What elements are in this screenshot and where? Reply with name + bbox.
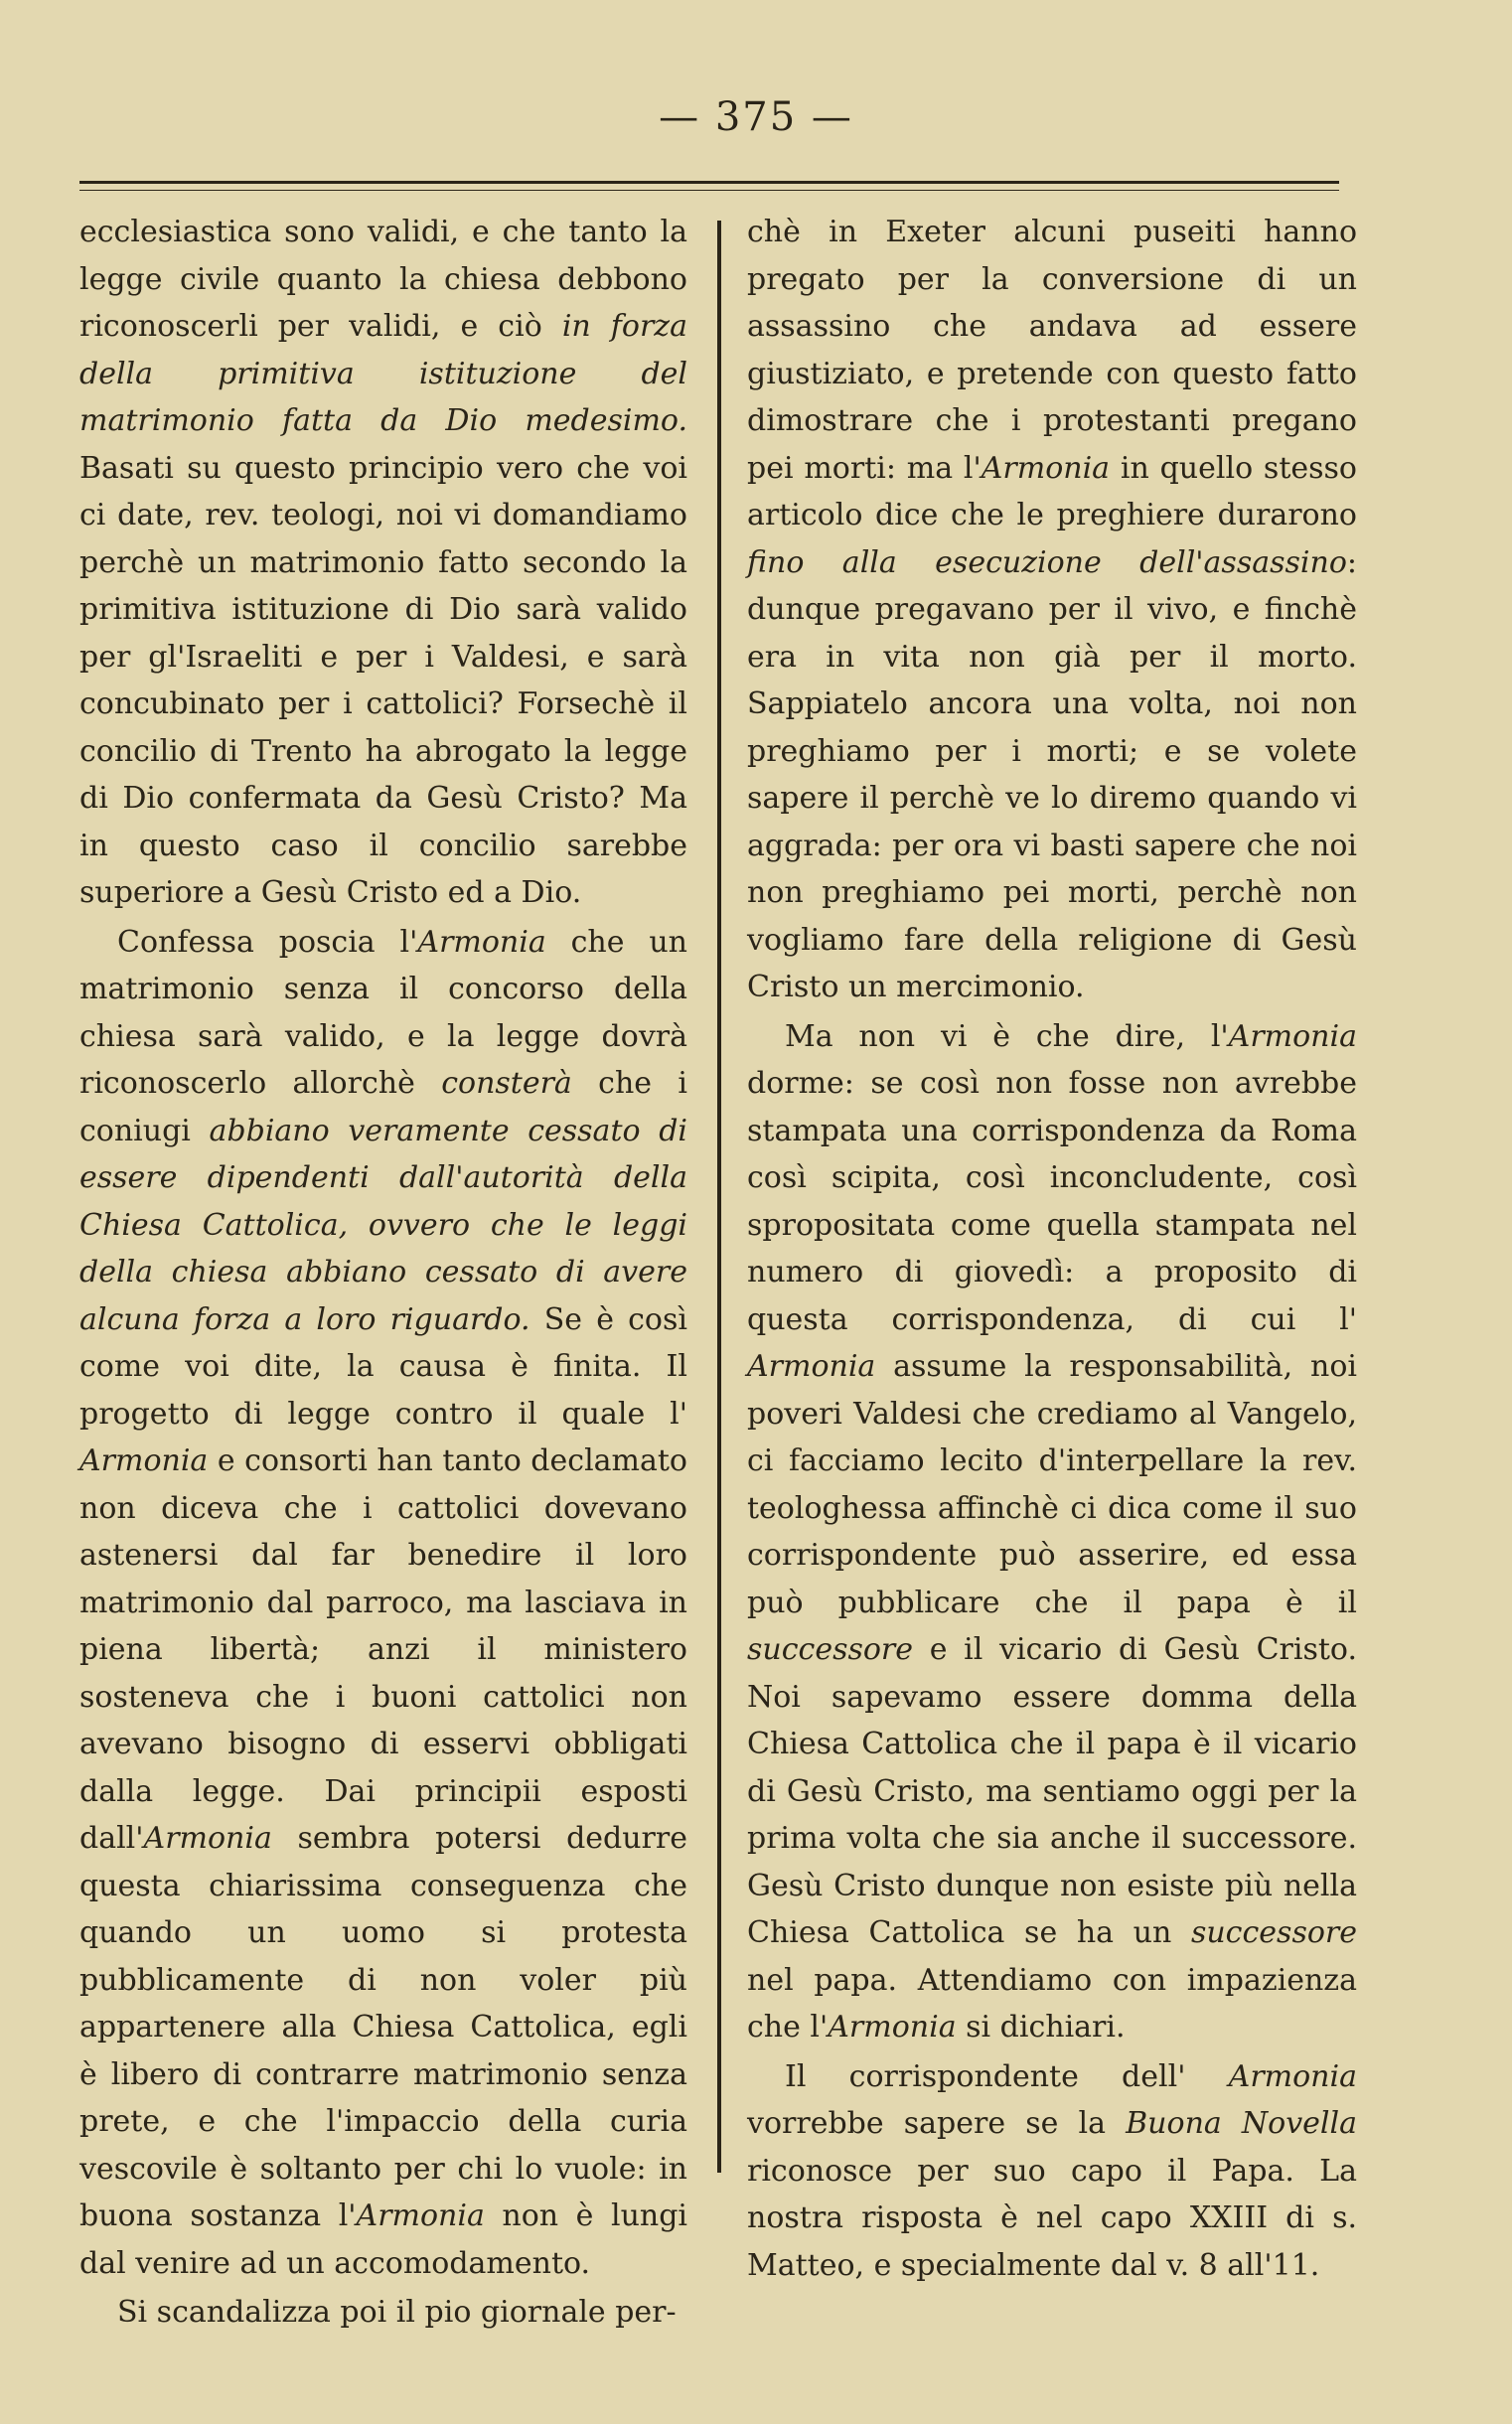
text-run: Se è così come voi dite, la causa è finita. Il progetto di legge contro il quale l' [79,1301,687,1432]
italic-text: Armonia [1228,2058,1357,2094]
text-run: : dunque pregavano per il vivo, e finchè era in vita non già per il morto. Sappiatelo ancora una volta, noi non preghiamo per i morti; e se volete sapere il perchè ve lo diremo quando vi aggrada: per ora vi basti sapere che noi non preghiamo pei morti, perchè non vogliamo fare della religione di Gesù Cristo un mercimonio. [747,544,1357,1004]
italic-text: Armonia [828,2010,957,2045]
italic-text: Buona Novella [1126,2106,1358,2141]
italic-text: Armonia [143,1821,272,1856]
text-run: in quello stesso articolo dice che le preghiere durarono [747,450,1357,532]
text-run: non è lungi dal venire ad un accomodamento. [79,2198,688,2281]
paragraph [79,209,687,917]
left-column [79,209,687,2339]
italic-text: successore [747,1632,914,1667]
paragraph [747,1013,1357,2051]
text-run: Ma non vi è che dire, l' [785,1018,1229,1054]
italic-text: abbiano veramente cessato di essere dipendenti dall'autorità della Chiesa Cattolica, ovvero che le leggi della chiesa abbiano cessato di avere alcuna forza a loro riguardo. [79,1113,687,1337]
right-column [747,209,1357,2291]
text-run: e il vicario di Gesù Cristo. Noi sapevamo essere domma della Chiesa Cattolica che il papa è il vicario di Gesù Cristo, ma sentiamo oggi per la prima volta che sia anche il successore. Gesù Cristo dunque non esiste più nella Chiesa Cattolica se ha un [747,1632,1357,1950]
text-run: Il corrispondente dell' [785,2058,1229,2094]
text-run: e consorti han tanto declamato non diceva che i cattolici dovevano astenersi dal far benedire il loro matrimonio dal parroco, ma lasciava in piena libertà; anzi il ministero sosteneva che i buoni cattolici non avevano bisogno di esservi obbligati dalla legge. Dai principii esposti dall' [79,1443,687,1856]
italic-text: Armonia [1228,1018,1357,1054]
italic-text: in forza della primitiva istituzione del matrimonio fatta da Dio medesimo. [79,309,687,438]
text-run: riconosce per suo capo il Papa. La nostra risposta è nel capo XXIII di s. Matteo, e specialmente dal v. 8 all'11. [747,2153,1357,2283]
paragraph [79,2289,687,2337]
italic-text: Armonia [981,450,1111,486]
text-run: ecclesiastica sono validi, e che tanto la legge civile quanto la chiesa debbono riconoscerli per validi, e ciò [79,215,687,344]
paragraph [79,919,687,2288]
text-run: vorrebbe sapere se la [747,2106,1127,2141]
text-run: Confessa poscia l' [117,924,418,960]
italic-text: fino alla esecuzione dell'assassino [747,544,1347,580]
italic-text: Armonia [79,1443,209,1478]
text-run: nel papa. Attendiamo con impazienza che l' [747,1962,1357,2045]
italic-text: Armonia [356,2198,485,2233]
header-rule [79,181,1339,191]
text-run: dorme: se così non fosse non avrebbe stampata una corrispondenza da Roma così scipita, così inconcludente, così spropositata come quella stampata nel numero di giovedì: a proposito di questa corrispondenza, di cui l' [747,1066,1357,1337]
paragraph [747,2053,1357,2290]
text-run: sembra potersi dedurre questa chiarissima conseguenza che quando un uomo si protesta pubblicamente di non voler più appartenere alla Chiesa Cattolica, egli è libero di contrarre matrimonio senza prete, e che l'impaccio della curia vescovile è soltanto per chi lo vuole: in buona sostanza l' [79,1821,687,2233]
text-run: chè in Exeter alcuni puseiti hanno pregato per la conversione di un assassino che andava ad essere giustiziato, e pretende con questo fatto dimostrare che i protestanti pregano pei morti: ma l' [747,215,1357,486]
text-run: che un matrimonio senza il concorso della chiesa sarà valido, e la legge dovrà riconoscerlo allorchè [79,924,687,1101]
text-run: Si scandalizza poi il pio giornale per- [117,2295,677,2330]
italic-text: consterà [441,1066,572,1101]
column-divider [717,221,721,2173]
italic-text: Armonia [747,1349,876,1384]
text-run: assume la responsabilità, noi poveri Valdesi che crediamo al Vangelo, ci facciamo lecito d'interpellare la rev. teologhessa affinchè ci dica come il suo corrispondente può asserire, ed essa può pubblicare che il papa è il [747,1349,1357,1620]
page-number: — 375 — [659,94,853,140]
text-run: che i coniugi [79,1066,688,1148]
text-run: si dichiari. [956,2010,1126,2045]
paragraph [747,209,1357,1011]
text-run: Basati su questo principio vero che voi ci date, rev. teologi, noi vi domandiamo perchè un matrimonio fatto secondo la primitiva istituzione di Dio sarà valido per gl'Israeliti e per i Valdesi, e sarà concubinato per i cattolici? Forsechè il concilio di Trento ha abrogato la legge di Dio confermata da Gesù Cristo? Ma in questo caso il concilio sarebbe superiore a Gesù Cristo ed a Dio. [79,450,687,910]
italic-text: Armonia [417,924,546,960]
italic-text: successore [1190,1915,1357,1950]
